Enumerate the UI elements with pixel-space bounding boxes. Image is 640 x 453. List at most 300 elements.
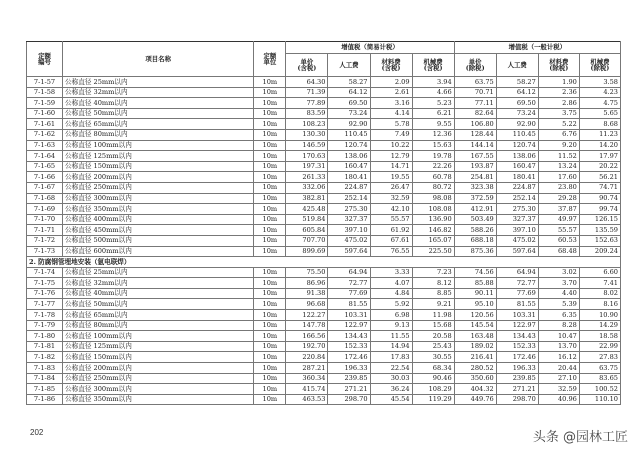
cell-unit-price-excl: 189.02 (454, 341, 496, 352)
cell-unit-price-excl: 350.60 (454, 373, 496, 384)
table-row (27, 182, 621, 193)
cell-unit: 10m (254, 320, 286, 331)
cell-machine-excl: 74.71 (579, 182, 620, 193)
section-title: 2. 防腐钢管埋地安装（氩电联焊） (27, 257, 621, 268)
cell-material-excl: 55.57 (538, 225, 579, 236)
cell-labor-excl: 92.90 (496, 119, 538, 130)
cell-labor: 72.77 (328, 278, 370, 289)
cell-material-excl: 2.36 (538, 87, 579, 98)
table-row (27, 310, 621, 321)
cell-material-excl: 32.59 (538, 384, 579, 395)
cell-labor: 92.90 (328, 119, 370, 130)
cell-labor: 252.14 (328, 193, 370, 204)
cell-unit: 10m (254, 214, 286, 225)
cell-unit-price-incl: 108.23 (286, 119, 328, 130)
cell-unit-price-incl: 77.89 (286, 98, 328, 109)
cell-labor: 239.85 (328, 373, 370, 384)
cell-item-name: 公称直径 200mm以内 (63, 363, 254, 374)
cell-labor-excl: 73.24 (496, 108, 538, 119)
cell-unit-price-incl: 147.78 (286, 320, 328, 331)
cell-labor: 58.27 (328, 77, 370, 88)
cell-material-incl: 2.09 (370, 77, 412, 88)
cell-material-incl: 22.54 (370, 363, 412, 374)
cell-labor-excl: 327.37 (496, 214, 538, 225)
cell-unit-price-incl: 130.30 (286, 129, 328, 140)
cell-quota-code: 7-1-58 (27, 87, 63, 98)
cell-machine-incl: 9.55 (412, 119, 454, 130)
cell-material-incl: 42.10 (370, 204, 412, 215)
cell-labor-excl: 81.55 (496, 299, 538, 310)
cell-labor: 134.43 (328, 331, 370, 342)
cell-material-incl: 76.55 (370, 246, 412, 257)
table-row (27, 87, 621, 98)
table-row (27, 77, 621, 88)
cell-labor: 275.30 (328, 204, 370, 215)
cell-quota-code: 7-1-63 (27, 140, 63, 151)
cell-unit-price-incl: 86.96 (286, 278, 328, 289)
cell-labor-excl: 110.45 (496, 129, 538, 140)
cell-unit: 10m (254, 151, 286, 162)
table-row (27, 320, 621, 331)
cell-unit-price-excl: 323.38 (454, 182, 496, 193)
cell-unit-price-excl: 216.41 (454, 352, 496, 363)
cell-material-excl: 13.70 (538, 341, 579, 352)
cell-machine-excl: 6.60 (579, 267, 620, 278)
cell-quota-code: 7-1-80 (27, 331, 63, 342)
header-quota-code: 定额 编号 (27, 42, 63, 77)
cell-unit-price-excl: 167.55 (454, 151, 496, 162)
table-row (27, 394, 621, 405)
quota-table (26, 41, 621, 405)
cell-material-incl: 6.98 (370, 310, 412, 321)
table-row (27, 331, 621, 342)
table-body-b (27, 267, 621, 405)
cell-item-name: 公称直径 300mm以内 (63, 193, 254, 204)
cell-material-incl: 5.92 (370, 299, 412, 310)
cell-labor-excl: 397.10 (496, 225, 538, 236)
cell-labor-excl: 58.27 (496, 77, 538, 88)
cell-material-excl: 68.48 (538, 246, 579, 257)
cell-unit: 10m (254, 363, 286, 374)
cell-material-incl: 4.14 (370, 108, 412, 119)
cell-item-name: 公称直径 300mm以内 (63, 384, 254, 395)
cell-unit-price-incl: 415.74 (286, 384, 328, 395)
cell-labor-excl: 122.97 (496, 320, 538, 331)
cell-unit-price-excl: 82.64 (454, 108, 496, 119)
cell-machine-incl: 136.90 (412, 214, 454, 225)
cell-unit: 10m (254, 172, 286, 183)
cell-labor-excl: 69.50 (496, 98, 538, 109)
cell-machine-incl: 30.55 (412, 352, 454, 363)
cell-labor: 138.06 (328, 151, 370, 162)
cell-item-name: 公称直径 600mm以内 (63, 246, 254, 257)
header-simple-tax: 增值税（简易计税） (286, 42, 454, 54)
cell-labor-excl: 196.33 (496, 363, 538, 374)
cell-machine-incl: 108.29 (412, 384, 454, 395)
cell-quota-code: 7-1-86 (27, 394, 63, 405)
cell-material-incl: 55.57 (370, 214, 412, 225)
cell-quota-code: 7-1-76 (27, 288, 63, 299)
header-labor: 人工费 (328, 54, 370, 77)
cell-material-incl: 36.24 (370, 384, 412, 395)
cell-unit-price-incl: 360.34 (286, 373, 328, 384)
cell-item-name: 公称直径 250mm以内 (63, 373, 254, 384)
cell-material-incl: 10.22 (370, 140, 412, 151)
cell-machine-incl: 108.08 (412, 204, 454, 215)
cell-unit-price-incl: 707.70 (286, 235, 328, 246)
cell-unit: 10m (254, 108, 286, 119)
cell-material-incl: 26.47 (370, 182, 412, 193)
cell-labor-excl: 152.33 (496, 341, 538, 352)
header-unit-price-excl: 单价 (除税) (454, 54, 496, 77)
cell-material-excl: 60.53 (538, 235, 579, 246)
page-number: 202 (30, 428, 44, 437)
cell-unit: 10m (254, 267, 286, 278)
cell-unit-price-incl: 170.63 (286, 151, 328, 162)
cell-labor-excl: 239.85 (496, 373, 538, 384)
cell-machine-incl: 68.34 (412, 363, 454, 374)
cell-item-name: 公称直径 32mm以内 (63, 278, 254, 289)
cell-unit: 10m (254, 331, 286, 342)
cell-quota-code: 7-1-69 (27, 204, 63, 215)
cell-machine-excl: 135.59 (579, 225, 620, 236)
section-row (27, 257, 621, 268)
cell-quota-code: 7-1-68 (27, 193, 63, 204)
cell-labor: 298.70 (328, 394, 370, 405)
cell-quota-code: 7-1-66 (27, 172, 63, 183)
table-row (27, 278, 621, 289)
cell-material-incl: 45.54 (370, 394, 412, 405)
cell-material-incl: 14.94 (370, 341, 412, 352)
cell-quota-code: 7-1-83 (27, 363, 63, 374)
cell-machine-excl: 22.99 (579, 341, 620, 352)
cell-material-excl: 6.76 (538, 129, 579, 140)
table-row (27, 129, 621, 140)
cell-unit-price-excl: 144.14 (454, 140, 496, 151)
cell-unit-price-excl: 254.81 (454, 172, 496, 183)
cell-item-name: 公称直径 200mm以内 (63, 172, 254, 183)
cell-unit: 10m (254, 373, 286, 384)
cell-material-excl: 37.87 (538, 204, 579, 215)
cell-unit-price-incl: 146.59 (286, 140, 328, 151)
cell-unit: 10m (254, 341, 286, 352)
cell-quota-code: 7-1-78 (27, 310, 63, 321)
cell-unit-price-incl: 382.81 (286, 193, 328, 204)
cell-material-incl: 11.55 (370, 331, 412, 342)
cell-material-incl: 9.13 (370, 320, 412, 331)
cell-item-name: 公称直径 32mm以内 (63, 87, 254, 98)
cell-unit: 10m (254, 129, 286, 140)
cell-unit-price-incl: 96.68 (286, 299, 328, 310)
cell-item-name: 公称直径 400mm以内 (63, 214, 254, 225)
cell-machine-incl: 80.72 (412, 182, 454, 193)
cell-item-name: 公称直径 40mm以内 (63, 98, 254, 109)
cell-material-incl: 67.61 (370, 235, 412, 246)
cell-labor: 597.64 (328, 246, 370, 257)
table-row (27, 193, 621, 204)
cell-unit-price-excl: 74.56 (454, 267, 496, 278)
cell-unit: 10m (254, 384, 286, 395)
cell-material-excl: 3.02 (538, 267, 579, 278)
cell-quota-code: 7-1-85 (27, 384, 63, 395)
table-row (27, 235, 621, 246)
table-row (27, 299, 621, 310)
cell-quota-code: 7-1-72 (27, 235, 63, 246)
cell-material-incl: 17.83 (370, 352, 412, 363)
cell-quota-code: 7-1-75 (27, 278, 63, 289)
cell-machine-excl: 8.16 (579, 299, 620, 310)
cell-item-name: 公称直径 250mm以内 (63, 182, 254, 193)
cell-labor: 110.45 (328, 129, 370, 140)
cell-unit: 10m (254, 278, 286, 289)
cell-labor-excl: 252.14 (496, 193, 538, 204)
cell-item-name: 公称直径 25mm以内 (63, 267, 254, 278)
cell-labor: 122.97 (328, 320, 370, 331)
cell-material-incl: 12.79 (370, 151, 412, 162)
cell-unit-price-incl: 287.21 (286, 363, 328, 374)
cell-material-incl: 14.71 (370, 161, 412, 172)
cell-material-excl: 8.28 (538, 320, 579, 331)
cell-labor: 73.24 (328, 108, 370, 119)
header-unit: 定额 单位 (254, 42, 286, 77)
cell-unit-price-excl: 404.32 (454, 384, 496, 395)
table-row (27, 246, 621, 257)
cell-labor: 160.47 (328, 161, 370, 172)
cell-machine-incl: 22.26 (412, 161, 454, 172)
cell-machine-incl: 165.07 (412, 235, 454, 246)
table-row (27, 373, 621, 384)
cell-material-incl: 2.61 (370, 87, 412, 98)
cell-machine-incl: 20.58 (412, 331, 454, 342)
header-material-excl: 材料费 (除税) (538, 54, 579, 77)
cell-machine-excl: 4.75 (579, 98, 620, 109)
cell-unit-price-incl: 197.31 (286, 161, 328, 172)
cell-unit: 10m (254, 193, 286, 204)
table-row (27, 225, 621, 236)
cell-labor: 271.21 (328, 384, 370, 395)
cell-labor-excl: 64.94 (496, 267, 538, 278)
cell-quota-code: 7-1-62 (27, 129, 63, 140)
cell-machine-incl: 5.23 (412, 98, 454, 109)
cell-machine-incl: 12.36 (412, 129, 454, 140)
cell-unit-price-incl: 166.56 (286, 331, 328, 342)
cell-material-excl: 4.40 (538, 288, 579, 299)
cell-unit-price-excl: 106.80 (454, 119, 496, 130)
cell-material-incl: 30.03 (370, 373, 412, 384)
header-unit-price-incl: 单价 (含税) (286, 54, 328, 77)
cell-item-name: 公称直径 350mm以内 (63, 204, 254, 215)
cell-unit: 10m (254, 119, 286, 130)
cell-machine-excl: 18.58 (579, 331, 620, 342)
cell-quota-code: 7-1-60 (27, 108, 63, 119)
cell-material-excl: 3.75 (538, 108, 579, 119)
cell-unit-price-excl: 875.36 (454, 246, 496, 257)
table-row (27, 363, 621, 374)
cell-labor: 64.12 (328, 87, 370, 98)
cell-material-incl: 61.92 (370, 225, 412, 236)
cell-item-name: 公称直径 100mm以内 (63, 140, 254, 151)
table-row (27, 214, 621, 225)
cell-machine-incl: 19.78 (412, 151, 454, 162)
cell-unit: 10m (254, 299, 286, 310)
cell-material-incl: 32.59 (370, 193, 412, 204)
cell-machine-excl: 110.10 (579, 394, 620, 405)
cell-unit-price-incl: 463.53 (286, 394, 328, 405)
cell-unit-price-incl: 71.39 (286, 87, 328, 98)
cell-labor: 120.74 (328, 140, 370, 151)
cell-unit-price-excl: 120.56 (454, 310, 496, 321)
table-row (27, 341, 621, 352)
cell-machine-excl: 5.65 (579, 108, 620, 119)
cell-unit-price-incl: 220.84 (286, 352, 328, 363)
cell-machine-excl: 20.22 (579, 161, 620, 172)
cell-item-name: 公称直径 65mm以内 (63, 310, 254, 321)
cell-item-name: 公称直径 40mm以内 (63, 288, 254, 299)
cell-material-incl: 3.16 (370, 98, 412, 109)
cell-labor-excl: 224.87 (496, 182, 538, 193)
cell-labor: 196.33 (328, 363, 370, 374)
cell-labor-excl: 120.74 (496, 140, 538, 151)
cell-item-name: 公称直径 450mm以内 (63, 225, 254, 236)
cell-unit-price-incl: 899.69 (286, 246, 328, 257)
cell-item-name: 公称直径 125mm以内 (63, 341, 254, 352)
cell-unit: 10m (254, 87, 286, 98)
cell-labor: 64.94 (328, 267, 370, 278)
cell-unit: 10m (254, 182, 286, 193)
header-labor-2: 人工费 (496, 54, 538, 77)
cell-unit: 10m (254, 352, 286, 363)
cell-machine-excl: 10.90 (579, 310, 620, 321)
cell-labor-excl: 77.69 (496, 288, 538, 299)
cell-material-incl: 4.07 (370, 278, 412, 289)
cell-quota-code: 7-1-81 (27, 341, 63, 352)
cell-quota-code: 7-1-70 (27, 214, 63, 225)
table-row (27, 204, 621, 215)
cell-unit: 10m (254, 77, 286, 88)
cell-labor: 327.37 (328, 214, 370, 225)
table-row (27, 267, 621, 278)
cell-item-name: 公称直径 150mm以内 (63, 161, 254, 172)
cell-labor-excl: 597.64 (496, 246, 538, 257)
cell-machine-excl: 152.63 (579, 235, 620, 246)
cell-labor: 397.10 (328, 225, 370, 236)
cell-unit-price-excl: 145.54 (454, 320, 496, 331)
cell-machine-excl: 17.97 (579, 151, 620, 162)
cell-unit-price-excl: 503.49 (454, 214, 496, 225)
section-row-group (27, 257, 621, 268)
cell-machine-incl: 8.12 (412, 278, 454, 289)
cell-machine-excl: 8.02 (579, 288, 620, 299)
cell-labor-excl: 475.02 (496, 235, 538, 246)
cell-machine-incl: 3.94 (412, 77, 454, 88)
cell-machine-incl: 119.29 (412, 394, 454, 405)
cell-unit-price-excl: 372.59 (454, 193, 496, 204)
cell-labor: 172.46 (328, 352, 370, 363)
cell-item-name: 公称直径 80mm以内 (63, 320, 254, 331)
cell-material-excl: 23.80 (538, 182, 579, 193)
cell-machine-excl: 209.24 (579, 246, 620, 257)
cell-machine-incl: 98.08 (412, 193, 454, 204)
cell-machine-incl: 15.63 (412, 140, 454, 151)
cell-unit-price-excl: 688.18 (454, 235, 496, 246)
watermark-text: 头条 @园林工匠 (532, 430, 628, 445)
cell-quota-code: 7-1-61 (27, 119, 63, 130)
cell-material-incl: 4.84 (370, 288, 412, 299)
cell-material-excl: 5.22 (538, 119, 579, 130)
cell-labor-excl: 180.41 (496, 172, 538, 183)
cell-unit-price-incl: 261.33 (286, 172, 328, 183)
cell-labor: 224.87 (328, 182, 370, 193)
cell-machine-incl: 9.21 (412, 299, 454, 310)
cell-labor-excl: 138.06 (496, 151, 538, 162)
cell-material-excl: 2.86 (538, 98, 579, 109)
cell-labor-excl: 298.70 (496, 394, 538, 405)
cell-item-name: 公称直径 100mm以内 (63, 331, 254, 342)
cell-unit: 10m (254, 394, 286, 405)
header-general-tax: 增值税（一般计税） (454, 42, 620, 54)
cell-material-incl: 19.55 (370, 172, 412, 183)
cell-material-excl: 10.47 (538, 331, 579, 342)
cell-material-excl: 16.12 (538, 352, 579, 363)
cell-machine-excl: 8.68 (579, 119, 620, 130)
cell-unit-price-excl: 280.52 (454, 363, 496, 374)
cell-unit-price-excl: 85.88 (454, 278, 496, 289)
cell-item-name: 公称直径 500mm以内 (63, 235, 254, 246)
cell-unit-price-excl: 90.11 (454, 288, 496, 299)
cell-machine-excl: 99.74 (579, 204, 620, 215)
table-row (27, 352, 621, 363)
cell-material-excl: 13.24 (538, 161, 579, 172)
cell-machine-excl: 4.23 (579, 87, 620, 98)
cell-material-excl: 49.97 (538, 214, 579, 225)
cell-unit-price-excl: 63.75 (454, 77, 496, 88)
table-row (27, 108, 621, 119)
cell-unit-price-incl: 332.06 (286, 182, 328, 193)
cell-unit: 10m (254, 288, 286, 299)
table-body-a (27, 77, 621, 257)
cell-unit: 10m (254, 225, 286, 236)
cell-material-excl: 5.39 (538, 299, 579, 310)
cell-material-incl: 5.78 (370, 119, 412, 130)
table-row (27, 98, 621, 109)
cell-quota-code: 7-1-82 (27, 352, 63, 363)
cell-item-name: 公称直径 25mm以内 (63, 77, 254, 88)
cell-machine-incl: 8.85 (412, 288, 454, 299)
cell-material-excl: 6.35 (538, 310, 579, 321)
cell-unit: 10m (254, 161, 286, 172)
cell-quota-code: 7-1-74 (27, 267, 63, 278)
cell-material-excl: 29.28 (538, 193, 579, 204)
cell-labor: 475.02 (328, 235, 370, 246)
cell-labor: 77.69 (328, 288, 370, 299)
cell-material-excl: 1.90 (538, 77, 579, 88)
cell-unit: 10m (254, 98, 286, 109)
cell-machine-excl: 7.41 (579, 278, 620, 289)
cell-machine-incl: 225.50 (412, 246, 454, 257)
cell-quota-code: 7-1-67 (27, 182, 63, 193)
cell-machine-incl: 25.43 (412, 341, 454, 352)
cell-unit-price-excl: 77.11 (454, 98, 496, 109)
cell-quota-code: 7-1-73 (27, 246, 63, 257)
cell-machine-incl: 15.68 (412, 320, 454, 331)
table-header (27, 42, 621, 77)
table-row (27, 288, 621, 299)
cell-machine-incl: 60.78 (412, 172, 454, 183)
table-row (27, 384, 621, 395)
cell-material-excl: 9.20 (538, 140, 579, 151)
cell-material-incl: 7.49 (370, 129, 412, 140)
cell-machine-excl: 126.15 (579, 214, 620, 225)
